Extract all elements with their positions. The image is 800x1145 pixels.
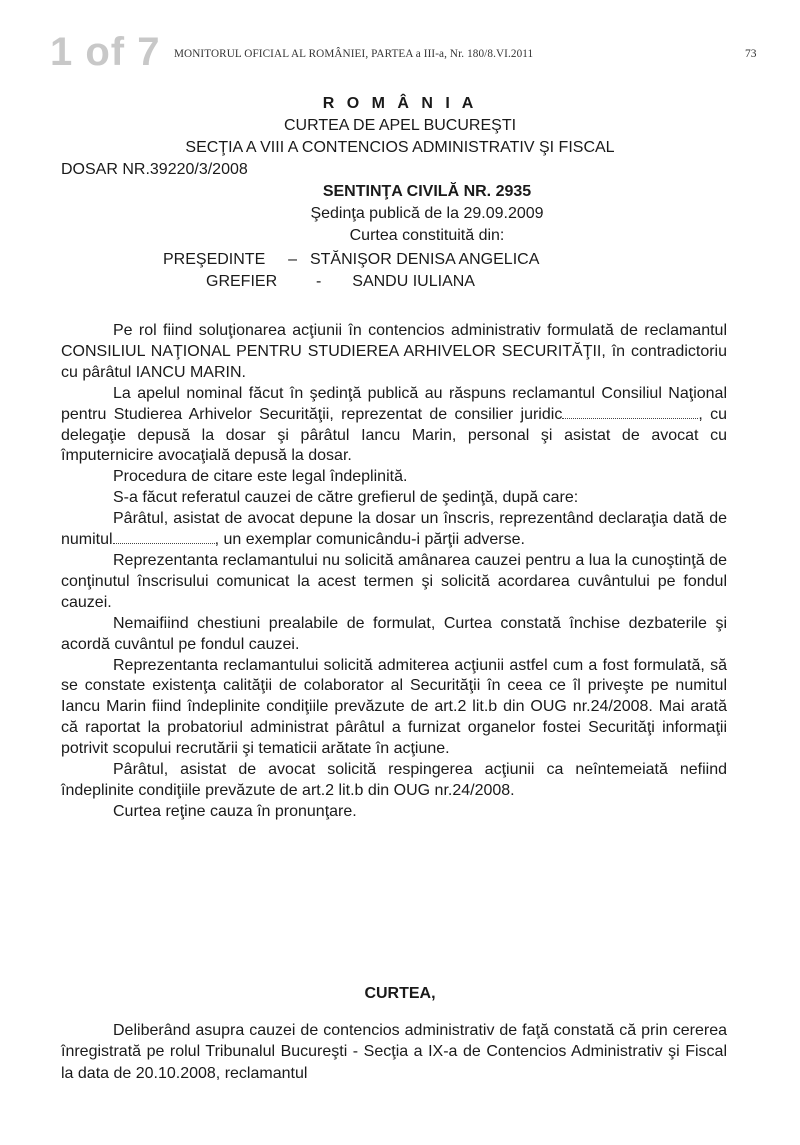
blank-named-person [113,531,215,544]
paragraph-defendant-document [61,509,727,551]
page-counter: 1 of 7 [50,30,161,74]
file-number: DOSAR NR.39220/3/2008 [61,161,248,178]
sentence-number: SENTINŢA CIVILĂ NR. 2935 [322,183,532,200]
clerk-separator: - [316,273,322,290]
court-section: SECŢIA A VIII A CONTENCIOS ADMINISTRATIV ŞI FISCAL [185,139,615,156]
paragraph-report: S-a făcut referatul cauzei de către grefierul de şedinţă, după care: [113,489,579,507]
page-number: 73 [745,48,757,60]
blank-legal-advisor [562,406,698,419]
defendant-document-part-1: Pârâtul, asistat de avocat depune la dosar un înscris, reprezentând declaraţia dată de numitul [61,510,727,549]
clerk-name: SANDU IULIANA [352,273,475,290]
defendant-document-part-2: , un exemplar comunicându-i părţii adverse. [214,531,525,549]
hearing-text [61,321,727,823]
roll-call-part-2: , cu delegaţie depusă la dosar şi pârâtul Iancu Marin, personal şi asistat de avocat cu împuternicire avocaţială depusă la dosar. [61,405,727,465]
president-role: PREŞEDINTE [163,251,266,268]
section-heading: CURTEA, [364,985,436,1002]
court-name: CURTEA DE APEL BUCUREŞTI [283,117,517,134]
session-date: Şedinţa publică de la 29.09.2009 [310,205,544,222]
paragraph-defendant-argument: Pârâtul, asistat de avocat solicită respingerea acţiunii ca neîntemeiată nefiind îndeplinite condiţiile prevăzute de art.2 lit.b din OUG nr.24/2008. [61,761,727,799]
president-name: STĂNIŞOR DENISA ANGELICA [309,251,540,268]
running-header: MONITORUL OFICIAL AL ROMÂNIEI, PARTEA a III-a, Nr. 180/8.VI.2011 [174,48,534,60]
paragraph-roll-call [61,384,727,468]
country-title: R O M Â N I A [322,95,478,112]
court-constituted: Curtea constituită din: [349,227,505,244]
roll-call-part-1: La apelul nominal făcut în şedinţă publică au răspuns reclamantul Consiliul Naţional pentru Studierea Arhivelor Securităţii, reprezentat de consilier juridic [61,384,727,423]
paragraph-debates-closed: Nemaifiind chestiuni prealabile de formulat, Curtea constată închise dezbaterile şi acordă cuvântul pe fondul cauzei. [61,614,727,653]
paragraph-deliberation: Curtea reţine cauza în pronunţare. [113,802,357,820]
president-separator: – [288,251,298,268]
paragraph-claim: Pe rol fiind soluţionarea acţiunii în contencios administrativ formulată de reclamantul CONSILIUL NAŢIONAL PENTRU STUDIEREA ARHIVELOR SECURITĂŢII, în contradictoriu cu pârâtul IANCU MARIN. [61,322,727,381]
clerk-row [206,272,475,292]
paragraph-reasoning: Deliberând asupra cauzei de contencios administrativ de faţă constată că prin cererea înregistrată pe rolul Tribunalul Bucureşti - Secţia a IX-a de Contencios Administrativ şi Fiscal la data de 20.10.2008, reclamantul [61,1022,727,1082]
president-row [163,250,539,270]
paragraph-claimant-argument: Reprezentanta reclamantului solicită admiterea acţiunii astfel cum a fost formulată, să se constate existenţa calităţii de colaborator al Securităţii în ceea ce îl priveşte pe numitul Iancu Marin fiind îndeplinite condiţiile prevăzute de art.2 lit.b din OUG nr.24/2008. Mai arată că raportat la probatoriul administrat pârâtul a furnizat organelor fostei Securităţi informaţii potrivit scopului recrutării şi tematicii arătate în acţiune. [61,656,727,758]
court-reasoning [61,1020,727,1084]
paragraph-procedure: Procedura de citare este legal îndeplinită. [113,468,408,486]
paragraph-claimant-request: Reprezentanta reclamantului nu solicită amânarea cauzei pentru a lua la cunoştinţă de conţinutul înscrisului comunicat la acest termen şi solicită acordarea cuvântului pe fondul cauzei. [61,551,727,611]
clerk-role: GREFIER [206,273,278,290]
